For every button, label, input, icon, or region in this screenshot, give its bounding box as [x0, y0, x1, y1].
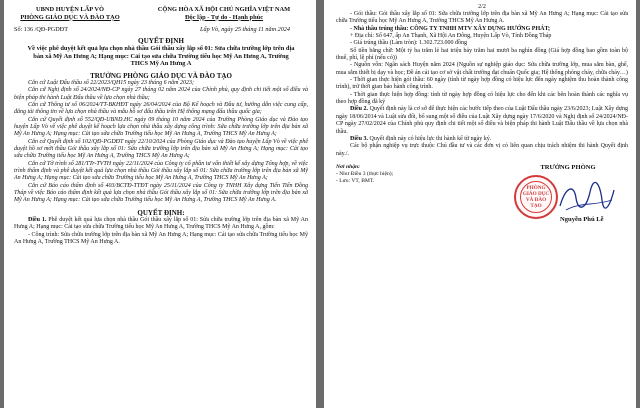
page-number: 2/2 [478, 4, 486, 10]
nation-line-2: Độc lập - Tự do - Hạnh phúc [184, 13, 264, 21]
legal-basis-1: Căn cứ Luật Đấu thầu số 22/2023/QH15 ngày 23 tháng 6 năm 2023; [28, 79, 194, 86]
article-1 [14, 217, 308, 232]
article-2 [336, 106, 628, 135]
winning-contractor: - Nhà thầu trúng thầu: CÔNG TY TNHH MTV XÂY DỰNG HƯỚNG PHÁT; [350, 25, 551, 32]
document-title: QUYẾT ĐỊNH [138, 37, 184, 46]
funding-source: - Nguồn vốn: Ngân sách Huyện năm 2024 (Nguồn sự nghiệp giáo dục: Sửa chữa trường lớp, mua sắm bàn, ghế, mua sắm thiết bị dạy và học; Đề án cải tạo cơ sở vật chất trường đạt chuẩn Quốc gia; Hệ thống phòng cháy, chữa cháy…) [336, 62, 628, 76]
authority-heading: TRƯỞNG PHÒNG GIÁO DỤC VÀ ĐÀO TẠO [90, 71, 232, 80]
article-3-text: Quyết định này có hiệu lực thi hành kể từ ngày ký. [368, 135, 492, 142]
closing-text: Các bộ phận nghiệp vụ trực thuộc Chủ đầu tư và các đơn vị có liên quan chịu trách nhiệm thi hành Quyết định này./. [336, 143, 628, 157]
document-subject: Về việc phê duyệt kết quả lựa chọn nhà thầu Gói thầu xây lắp số 01: Sửa chữa trường lớp trên địa bàn xã Mỹ An Hưng A; Hạng mục: Cải tạo sửa chữa Trường tiểu học Mỹ An Hưng A, Trường THCS Mỹ An Hưng A [27, 45, 295, 68]
article-2-text: Quyết định này là cơ sở để thực hiện các bước tiếp theo của Luật Đấu thầu ngày 23/6/2023; Luật Xây dựng ngày 18/06/2014 và Luật sửa đổi, bổ sung một số điều của Luật Xây dựng ngày 17/6/2020 và Nghị định số 24/2024/NĐ-CP ngày 27/02/2024 của Chính phủ quy định chi tiết một số điều và biện pháp thi hành Luật Đấu thầu về lựa chọn nhà thầu. [336, 106, 629, 135]
signer [508, 163, 628, 223]
stamp-text: PHÒNG GIÁO DỤC VÀ ĐÀO TẠO [520, 181, 552, 213]
recipient-2: - Lưu: VT, BMT. [336, 178, 375, 185]
recipients [336, 164, 393, 186]
article-1-label: Điều 1. [28, 216, 47, 223]
work-item: - Công trình: Sửa chữa trường lớp trên địa bàn xã Mỹ An Hưng A; Hạng mục: Cải tạo sửa chữa Trường tiểu học Mỹ An Hưng A, Trường THCS Mỹ An Hưng A. [14, 231, 308, 245]
handwritten-signature [556, 180, 616, 214]
national-title [140, 6, 308, 21]
decision-heading: QUYẾT ĐỊNH: [137, 208, 185, 217]
package-item: - Gói thầu: Gói thầu xây lắp số 01: Sửa chữa trường lớp trên địa bàn xã Mỹ An Hưng A; Hạng mục: Cải tạo sửa chữa Trường tiểu học Mỹ An Hưng A, Trường THCS Mỹ An Hưng A. [336, 11, 628, 25]
article-3-label: Điều 3. [350, 135, 368, 142]
package-duration: - Thời gian thực hiện gói thầu: 60 ngày (tính từ ngày hợp đồng có hiệu lực đến ngày nghiệm thu hoàn thành công trình), trừ thời gian bảo hành công trình. [336, 77, 628, 91]
document-number: Số: 136 /QĐ-PGDĐT [14, 26, 68, 34]
document-page-1 [4, 0, 316, 408]
agency-line-2: PHÒNG GIÁO DỤC VÀ ĐÀO TẠO [20, 13, 120, 21]
contract-duration: - Thời gian thực hiện hợp đồng: tính từ ngày hợp đồng có hiệu lực cho đến khi các bên hoàn thành các nghĩa vụ theo hợp đồng đã ký [336, 91, 628, 106]
legal-basis-4: Căn cứ Quyết định số 552/QĐ-UBND.HC ngày 09 tháng 10 năm 2024 của Trường Phòng Giáo dục và Đào tạo huyện Lấp Vò về việc phê duyệt kế hoạch lựa chọn nhà thầu xây dựng công trình: Sửa chữa trường lớp trên địa bàn xã Mỹ An Hưng A; Hạng mục: Cải tạo sửa chữa Trường tiểu học Mỹ An Hưng A, Trường THCS Mỹ An Hưng A; [14, 116, 308, 138]
legal-basis-2: Căn cứ Nghị định số 24/2024/NĐ-CP ngày 27 tháng 02 năm 2024 của Chính phủ, quy định chi tiết một số điều và biện pháp thi hành Luật Đấu thầu về lựa chọn nhà thầu; [14, 87, 308, 101]
issuing-agency [14, 6, 126, 21]
signer-name: Nguyễn Phú Lễ [560, 215, 604, 223]
legal-basis-6: Căn cứ Tờ trình số 281/TTr-TVTH ngày 22/11/2024 của Công ty cổ phần tư vấn thiết kế xây dựng Tổng hợp, về việc trình thẩm định và phê duyệt kết quả lựa chọn nhà thầu Gói thầu xây lắp số 01: Sửa chữa trường lớp trên địa bàn xã Mỹ An Hưng A; Hạng mục: Cải tạo sửa chữa Trường tiểu học Mỹ An Hưng A, Trường THCS Mỹ An Hưng A; [14, 160, 308, 182]
document-page-2 [324, 0, 636, 408]
article-2-label: Điều 2. [350, 106, 369, 113]
signature-block [336, 163, 628, 223]
nation-line-1: CỘNG HÒA XÃ HỘI CHỦ NGHĨA VIỆT NAM [157, 6, 291, 13]
recipients-heading: Nơi nhận: [336, 163, 360, 170]
document-date: Lấp Vò, ngày 25 tháng 11 năm 2024 [200, 26, 290, 34]
signer-title: TRƯỞNG PHÒNG [540, 163, 596, 171]
winning-price: - Giá trúng thầu (Làm tròn): 1.302.723.000 đồng [350, 40, 467, 47]
official-stamp [514, 175, 558, 219]
legal-basis-5: Căn cứ Quyết định số 102/QĐ-PGDĐT ngày 22/10/2024 của Phòng Giáo dục và Đào tạo huyện Lấp Vò về việc phê duyệt hồ sơ mời thầu Gói thầu xây lắp số 01: Sửa chữa trường lớp trên địa bàn xã Mỹ An Hưng A; Hạng mục: Cải tạo sửa chữa Trường tiểu học Mỹ An Hưng A, Trường THCS Mỹ An Hưng A; [14, 138, 308, 160]
document-meta [14, 26, 308, 33]
recipient-1: - Như Điều 3 (thực hiện); [336, 171, 394, 178]
article-1-text: Phê duyệt kết quả lựa chọn nhà thầu Gói thầu xây lắp số 01: Sửa chữa trường lớp trên địa bàn xã Mỹ An Hưng A; Hạng mục: Cải tạo sửa chữa Trường tiểu học Mỹ An Hưng A, Trường THCS Mỹ An Hưng A, gồm: [14, 216, 309, 231]
agency-line-1: UBND HUYỆN LẤP VÒ [36, 6, 104, 13]
document-header [14, 6, 308, 21]
price-in-words: Số tiền bằng chữ: Một tỷ ba trăm lẻ hai triệu bảy trăm hai mươi ba nghìn đồng (Giá hợp đồng bao gồm toàn bộ thuế, phí, lệ phí (nếu có)) [336, 47, 628, 62]
contractor-address: + Địa chỉ: Số 647, ấp An Thạnh, Xã Hội An Đông, Huyện Lấp Vò, Tỉnh Đồng Tháp [350, 33, 552, 40]
legal-basis-7: Căn cứ Báo cáo thẩm định số 403/BCTĐ-TTĐT ngày 25/11/2024 của Công ty TNHH Xây dựng Tiến Tiến Đồng Tháp về việc Báo cáo thẩm định kết quả lựa chọn nhà thầu Gói thầu xây lắp số 01: Sửa chữa trường lớp trên địa bàn xã Mỹ An Hưng A; Hạng mục: Cải tạo sửa chữa Trường tiểu học Mỹ An Hưng A, Trường THCS Mỹ An Hưng A. [14, 182, 308, 204]
legal-basis-3: Căn cứ Thông tư số 06/2024/TT-BKHĐT ngày 26/04/2024 của Bộ Kế hoạch và Đầu tư, hướng dẫn việc cung cấp, đăng tải thông tin về lựa chọn nhà thầu và mẫu hồ sơ đấu thầu trên Hệ thống mạng đấu thầu quốc gia; [14, 102, 308, 116]
